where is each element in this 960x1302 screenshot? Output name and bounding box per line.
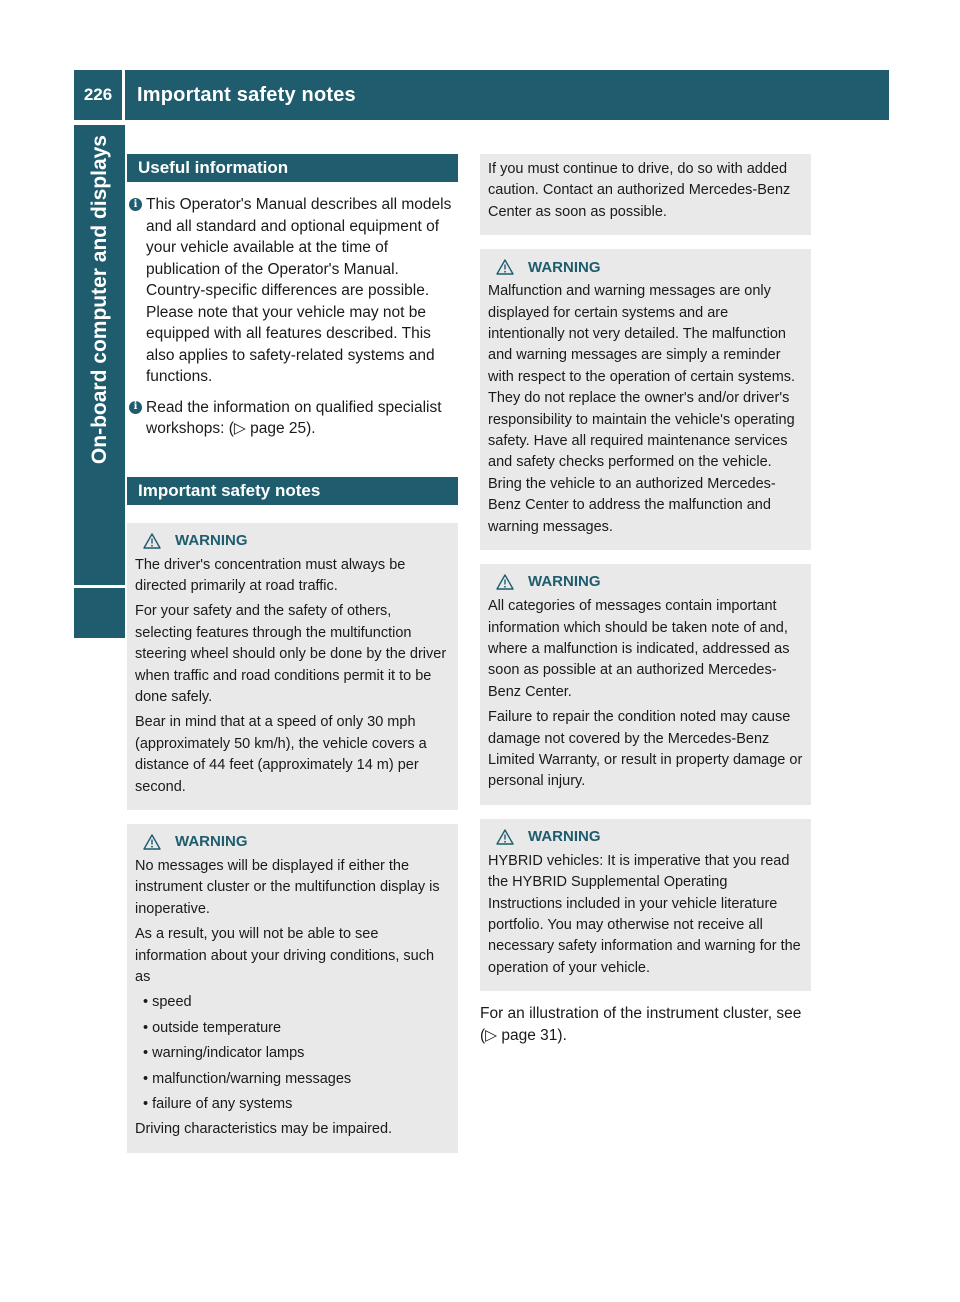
- warning-text: All categories of messages contain important information which should be taken note of and, where a malfunction is indicated, addressed as soon as possible at an authorized Mercedes-Benz Center.: [488, 598, 790, 700]
- section-side-tab: [74, 125, 125, 585]
- page-title: Important safety notes: [137, 83, 356, 106]
- warning-box: [480, 819, 811, 991]
- warning-text: For your safety and the safety of others, selecting features through the multifunction steering wheel should only be done by the driver when traffic and road conditions permit it to be done safely.: [135, 603, 447, 705]
- important-safety-notes-heading: Important safety notes: [127, 477, 458, 505]
- warning-text: Driving characteristics may be impaired.: [135, 1121, 393, 1138]
- warning-label: WARNING: [528, 573, 601, 591]
- warning-text: The driver's concentration must always be directed primarily at road traffic.: [135, 556, 406, 594]
- info-text-page-ref: Read the information on qualified specialist workshops: (▷ page 25).: [146, 398, 442, 437]
- warning-label: WARNING: [528, 258, 601, 276]
- info-item: [127, 397, 458, 440]
- closing-text: For an illustration of the instrument cluster, see (▷ page 31).: [480, 1005, 802, 1044]
- warning-header: [143, 830, 450, 854]
- warning-box: [127, 824, 458, 1153]
- warning-text: Bear in mind that at a speed of only 30 mph (approximately 50 km/h), the vehicle covers a distance of 44 feet (approximately 14 m) per second.: [135, 714, 427, 795]
- warning-text: If you must continue to drive, do so with added caution. Contact an authorized Mercedes-Benz Center as soon as possible.: [488, 161, 791, 220]
- warning-box: [480, 564, 811, 805]
- page-number: 226: [74, 70, 125, 120]
- warning-label: WARNING: [528, 828, 601, 846]
- side-tab-marker: [74, 588, 125, 638]
- info-text: This Operator's Manual describes all models and all standard and optional equipment of your vehicle available at the time of publication of the Operator's Manual. Country-specific differences are possible. Please note that your vehicle may not be equipped with all features described. This also applies to safety-related systems and functions.: [146, 196, 452, 385]
- list-item: • speed: [143, 994, 192, 1011]
- warning-text: Failure to repair the condition noted may cause damage not covered by the Mercedes-Benz Limited Warranty, or result in property damage or personal injury.: [488, 709, 803, 790]
- warning-label: WARNING: [175, 833, 248, 851]
- warning-triangle-icon: [496, 259, 514, 275]
- warning-header: [143, 529, 450, 553]
- warning-header: [496, 255, 803, 279]
- right-column: [480, 154, 811, 1062]
- warning-triangle-icon: [496, 574, 514, 590]
- list-item: • outside temperature: [143, 1019, 282, 1036]
- warning-triangle-icon: [496, 829, 514, 845]
- warning-text: Malfunction and warning messages are only displayed for certain systems and are intentionally not very detailed. The malfunction and warning messages are simply a reminder with respect to the operation of certain systems. They do not replace the owner's and/or driver's responsibility to maintain the vehicle's operating safety. Have all required maintenance services and safety checks performed on the vehicle. Bring the vehicle to an authorized Mercedes-Benz Center to address the malfunction and warning messages.: [488, 283, 796, 535]
- warning-box: [127, 523, 458, 810]
- info-item: [127, 194, 458, 388]
- warning-text: No messages will be displayed if either the instrument cluster or the multifunction display is inoperative.: [135, 857, 440, 917]
- side-tab-label: On-board computer and displays: [87, 135, 111, 465]
- warning-text: As a result, you will not be able to see information about your driving conditions, such as: [135, 926, 435, 985]
- warning-label: WARNING: [175, 531, 248, 549]
- warning-header: [496, 825, 803, 849]
- list-item: • warning/indicator lamps: [143, 1045, 305, 1062]
- page-header: [74, 70, 889, 120]
- info-icon: i: [129, 401, 142, 414]
- list-item: • malfunction/warning messages: [143, 1070, 352, 1087]
- list-item: • failure of any systems: [143, 1096, 293, 1113]
- info-icon: i: [129, 198, 142, 211]
- warning-text: HYBRID vehicles: It is imperative that you read the HYBRID Supplemental Operating Instructions included in your vehicle literature portfolio. You may otherwise not receive all necessary safety information and warning for the operation of your vehicle.: [488, 852, 801, 976]
- warning-header: [496, 570, 803, 594]
- useful-information-heading: Useful information: [127, 154, 458, 182]
- left-column: [127, 154, 458, 1153]
- warning-continued-box: [480, 154, 811, 235]
- warning-triangle-icon: [143, 834, 161, 850]
- warning-box: [480, 249, 811, 550]
- warning-triangle-icon: [143, 533, 161, 549]
